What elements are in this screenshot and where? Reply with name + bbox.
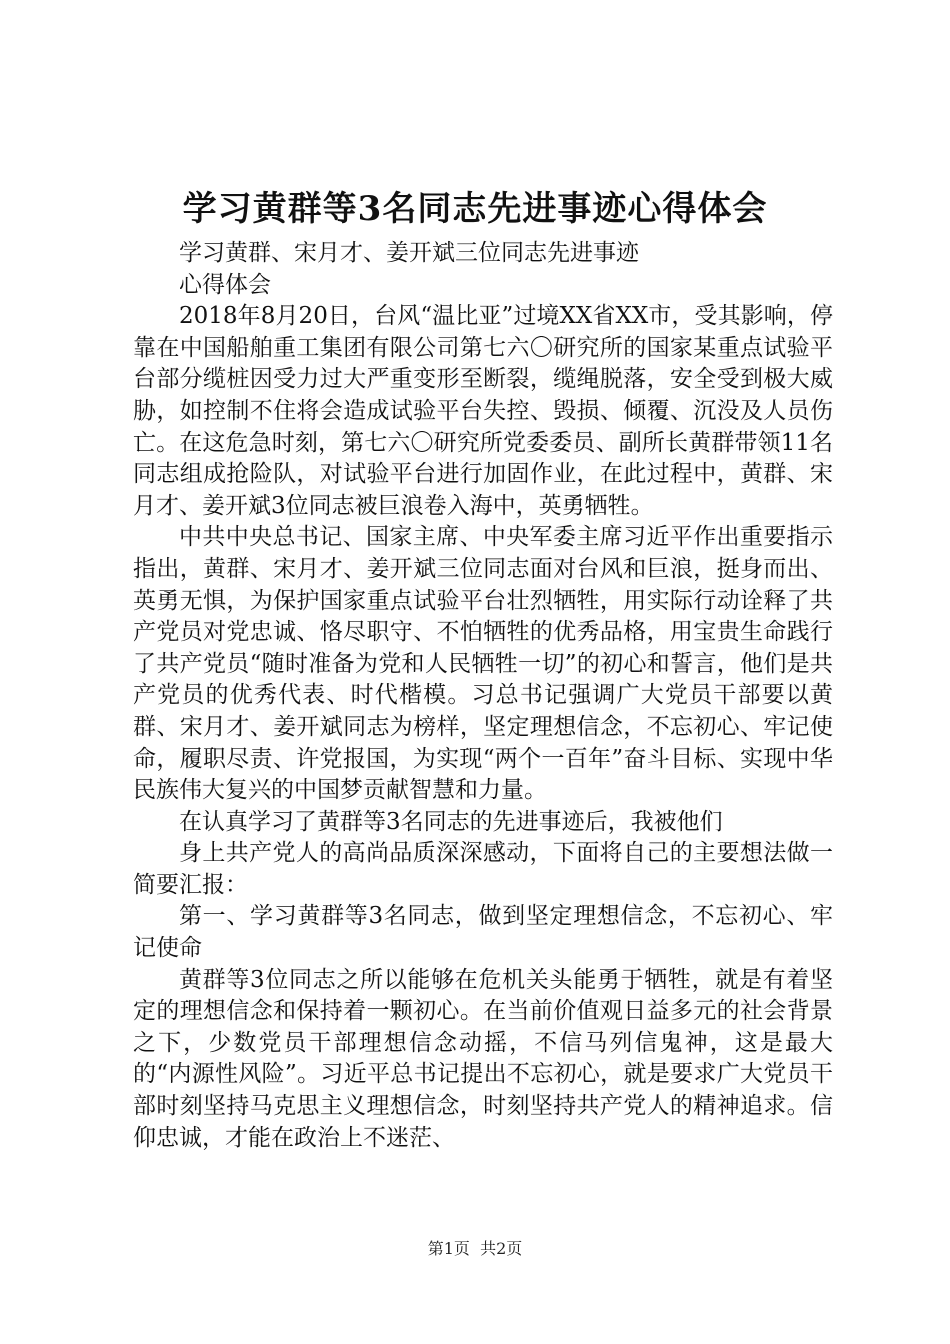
subtitle-line-2: 心得体会	[179, 271, 271, 298]
document-title: 学习黄群等3名同志先进事迹心得体会	[182, 189, 768, 229]
section-heading-1: 第一、学习黄群等3名同志，做到坚定理想信念，不忘初心、牢记使命	[133, 903, 833, 962]
page-footer	[0, 1239, 950, 1259]
paragraph-event: 2018年8月20日，台风“温比亚”过境XX省XX市，受其影响，停靠在中国船舶重工集团有限公司第七六〇研究所的国家某重点试验平台部分缆桩因受力过大严重变形至断裂，缆绳脱落，安全受到极大威胁，如控制不住将会造成试验平台失控、毁损、倾覆、沉没及人员伤亡。在这危急时刻，第七六〇研究所党委委员、副所长黄群带领11名同志组成抢险队，对试验平台进行加固作业，在此过程中，黄群、宋月才、姜开斌3位同志被巨浪卷入海中，英勇牺牲。	[133, 303, 833, 519]
subtitle-line-1: 学习黄群、宋月才、姜开斌三位同志先进事迹	[179, 240, 639, 266]
page-total: 共2页	[480, 1239, 523, 1258]
paragraph-intro-2: 身上共产党人的高尚品质深深感动，下面将自己的主要想法做一简要汇报：	[133, 840, 833, 898]
paragraph-section-1: 黄群等3位同志之所以能够在危机关头能勇于牺牲，就是有着坚定的理想信念和保持着一颗初心。在当前价值观日益多元的社会背景之下，少数党员干部理想信念动摇，不信马列信鬼神，这是最大的“内源性风险”。习近平总书记提出不忘初心，就是要求广大党员干部时刻坚持马克思主义理想信念，时刻坚持共产党人的精神追求。信仰忠诚，才能在政治上不迷茫、	[133, 966, 833, 1151]
page-number: 第1页	[427, 1239, 470, 1258]
paragraph-instruction: 中共中央总书记、国家主席、中央军委主席习近平作出重要指示指出，黄群、宋月才、姜开斌三位同志面对台风和巨浪，挺身而出、英勇无惧，为保护国家重点试验平台壮烈牺牲，用实际行动诠释了共产党员对党忠诚、恪尽职守、不怕牺牲的优秀品格，用宝贵生命践行了共产党员“随时准备为党和人民牺牲一切”的初心和誓言，他们是共产党员的优秀代表、时代楷模。习总书记强调广大党员干部要以黄群、宋月才、姜开斌同志为榜样，坚定理想信念，不忘初心、牢记使命，履职尽责、许党报国，为实现“两个一百年”奋斗目标、实现中华民族伟大复兴的中国梦贡献智慧和力量。	[133, 524, 833, 804]
document-body	[133, 238, 833, 1154]
paragraph-intro-1: 在认真学习了黄群等3名同志的先进事迹后，我被他们	[179, 808, 723, 835]
